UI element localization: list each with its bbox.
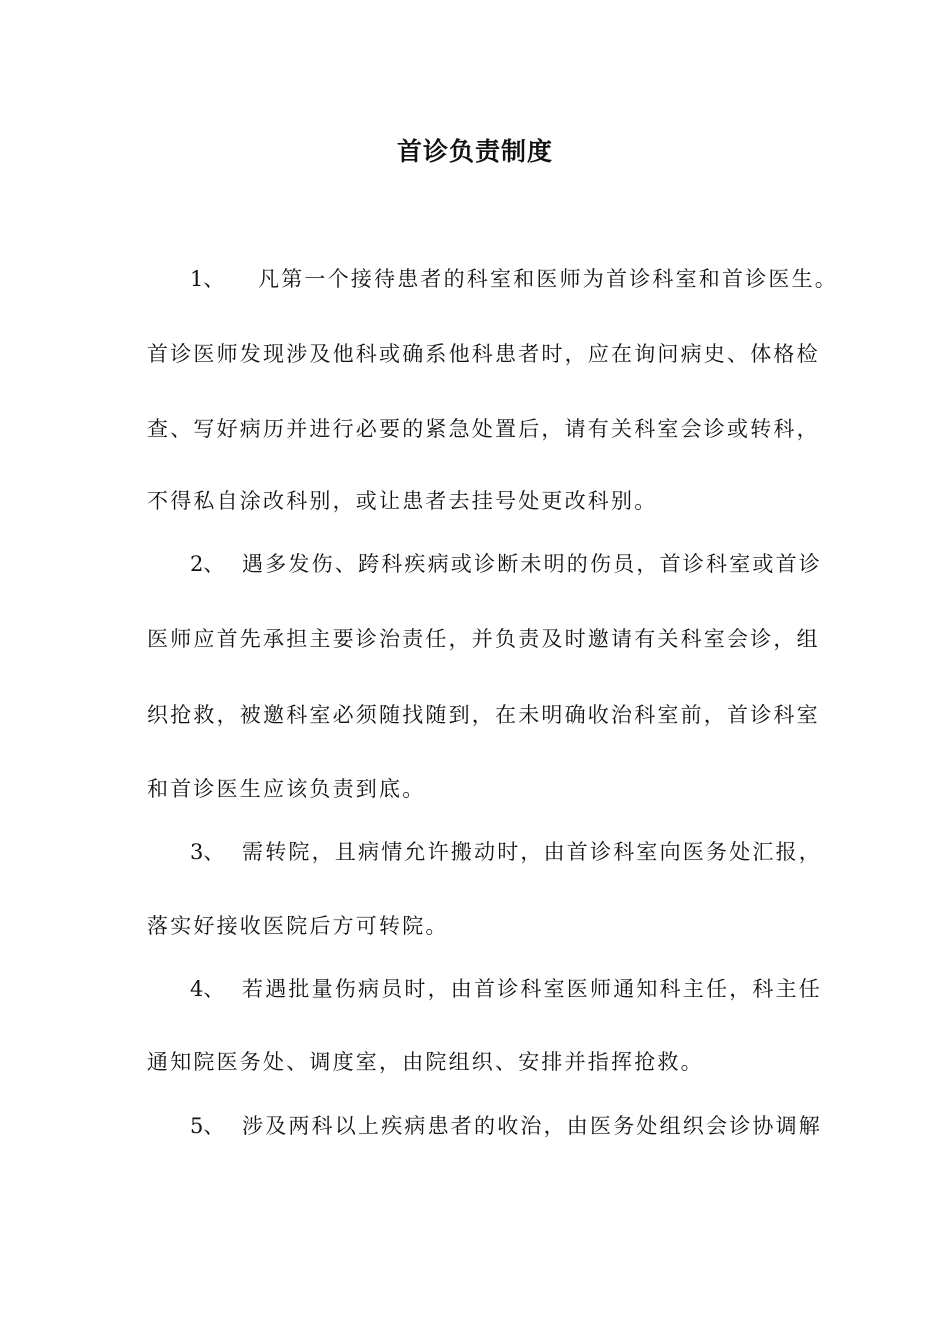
item-3-line-2: 落实好接收医院后方可转院。: [147, 914, 449, 938]
item-3-line-1: [147, 837, 822, 867]
item-4-number: 4、: [190, 977, 225, 1001]
item-5-line-1: [147, 1111, 822, 1141]
item-1-line-1: [147, 264, 838, 294]
item-1-line-2: 首诊医师发现涉及他科或确系他科患者时，应在询问病史、体格检: [147, 342, 820, 366]
item-4-text: 若遇批量伤病员时，由首诊科室医师通知科主任，科主任: [242, 977, 822, 1001]
item-2-text: 遇多发伤、跨科疾病或诊断未明的伤员，首诊科室或首诊: [242, 552, 822, 576]
item-2-line-4: 和首诊医生应该负责到底。: [147, 777, 426, 801]
item-2-line-2: 医师应首先承担主要诊治责任，并负责及时邀请有关科室会诊，组: [147, 627, 820, 651]
item-1-line-3: 查、写好病历并进行必要的紧急处置后，请有关科室会诊或转科，: [147, 417, 820, 441]
document-title: 首诊负责制度: [396, 137, 553, 166]
item-2-line-1: [147, 549, 822, 579]
item-3-number: 3、: [190, 840, 225, 864]
item-2-number: 2、: [190, 552, 225, 576]
item-1-line-4: 不得私自涂改科别，或让患者去挂号处更改科别。: [147, 489, 658, 513]
item-3-text: 需转院，且病情允许搬动时，由首诊科室向医务处汇报，: [242, 840, 822, 864]
item-4-line-2: 通知院医务处、调度室，由院组织、安排并指挥抢救。: [147, 1050, 704, 1074]
item-2-line-3: 织抢救，被邀科室必须随找随到，在未明确收治科室前，首诊科室: [147, 703, 820, 727]
item-5-number: 5、: [190, 1114, 225, 1138]
item-4-line-1: [147, 974, 822, 1004]
item-5-text: 涉及两科以上疾病患者的收治，由医务处组织会诊协调解: [242, 1114, 822, 1138]
item-1-number: 1、: [190, 267, 225, 291]
item-1-text: 凡第一个接待患者的科室和医师为首诊科室和首诊医生。: [258, 267, 838, 291]
